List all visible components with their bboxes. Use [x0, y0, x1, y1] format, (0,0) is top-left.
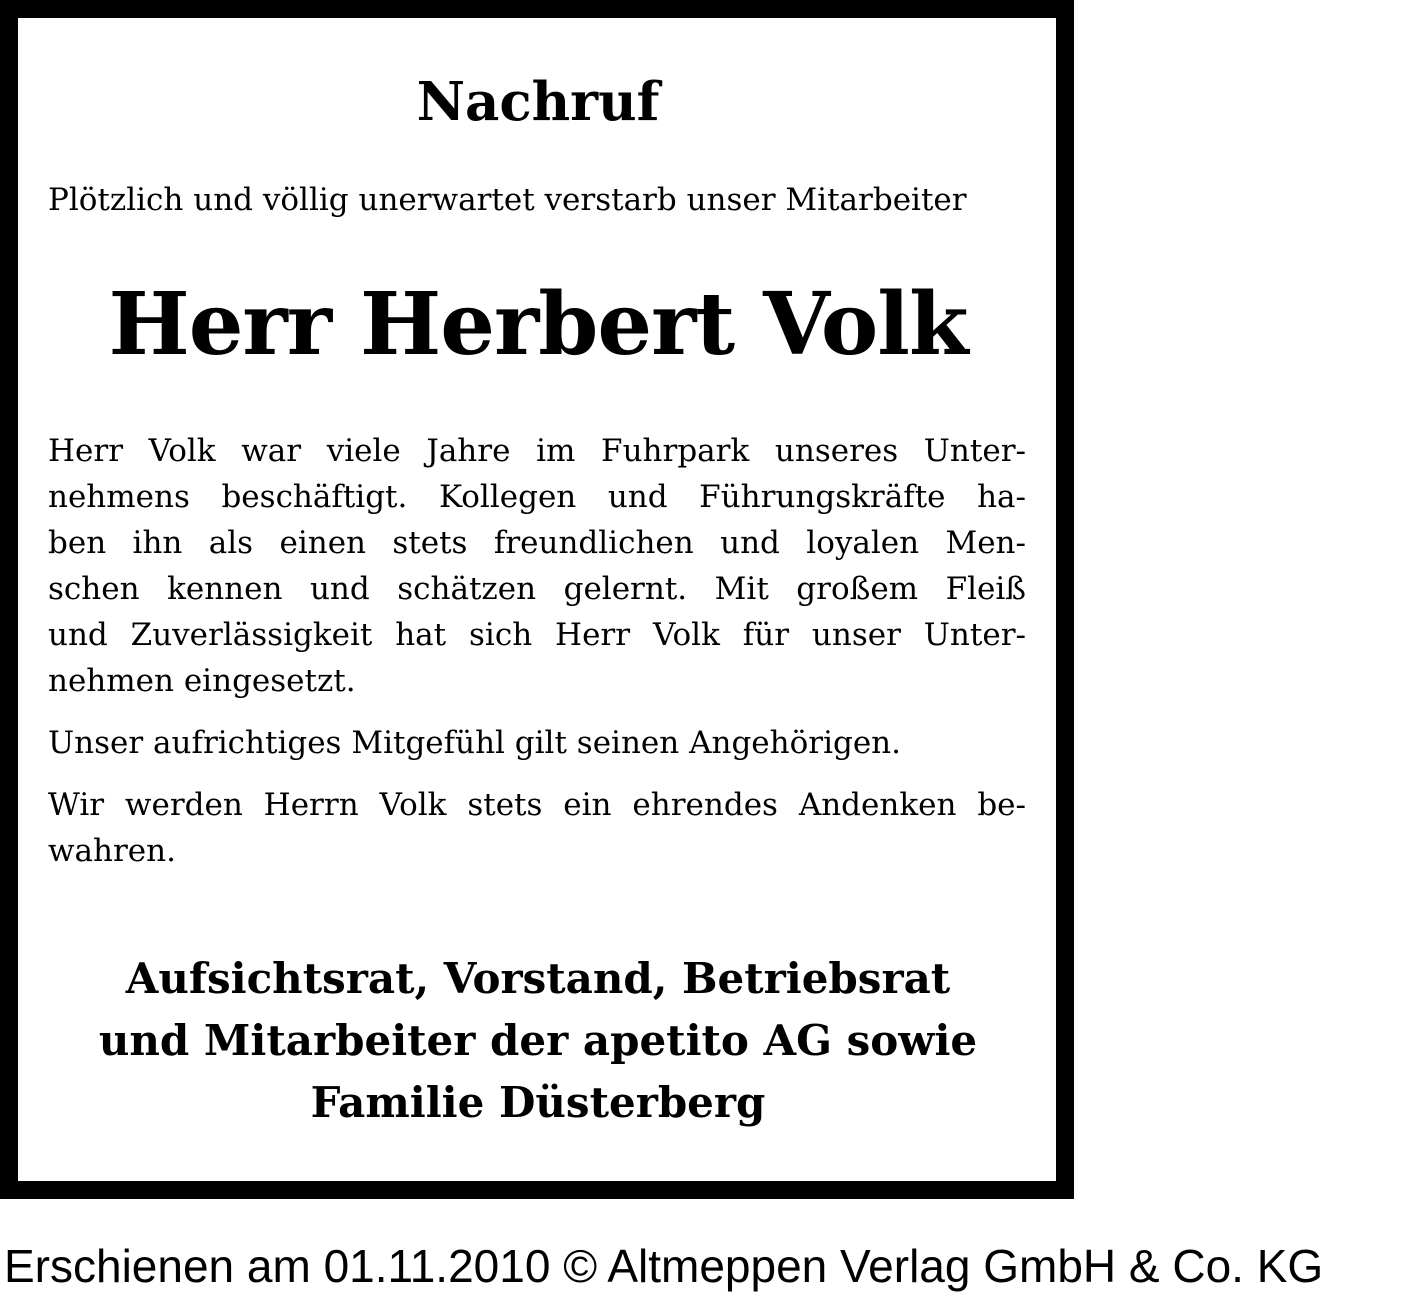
- body-line: Unser aufrichtiges Mitgefühl gilt seinen Angehörigen.: [48, 725, 901, 761]
- signature-line: und Mitarbeiter der apetito AG sowie: [98, 1016, 978, 1065]
- body-line: und Zuverlässigkeit hat sich Herr Volk für unser Unter-: [48, 617, 1026, 653]
- body-line: Wir werden Herrn Volk stets ein ehrendes Andenken be-: [48, 787, 1026, 823]
- body-paragraph-1: [48, 428, 1026, 704]
- body-line: schen kennen und schätzen gelernt. Mit großem Fleiß: [48, 571, 1026, 607]
- paragraph-gap: [48, 704, 1026, 720]
- body-line: Herr Volk war viele Jahre im Fuhrpark unseres Unter-: [48, 433, 1026, 469]
- body-line: ben ihn als einen stets freundlichen und loyalen Men-: [48, 525, 1026, 561]
- body-paragraph-2: [48, 720, 1026, 766]
- notice-intro: Plötzlich und völlig unerwartet verstarb unser Mitarbeiter: [48, 182, 967, 218]
- publication-footer: Erschienen am 01.11.2010 © Altmeppen Verlag GmbH & Co. KG: [4, 1240, 1324, 1292]
- signature-line: Familie Düsterberg: [310, 1078, 766, 1127]
- body-line: nehmens beschäftigt. Kollegen und Führungskräfte ha-: [48, 479, 1026, 515]
- deceased-name: Herr Herbert Volk: [108, 274, 968, 375]
- signature-line: Aufsichtsrat, Vorstand, Betriebsrat: [125, 954, 951, 1003]
- body-line: wahren.: [48, 833, 176, 869]
- notice-heading: Nachruf: [416, 71, 660, 133]
- body-line: nehmen eingesetzt.: [48, 663, 356, 699]
- body-paragraph-3: [48, 782, 1026, 874]
- paragraph-gap: [48, 766, 1026, 782]
- notice-body: [48, 428, 1026, 874]
- notice-signature: [48, 948, 1028, 1134]
